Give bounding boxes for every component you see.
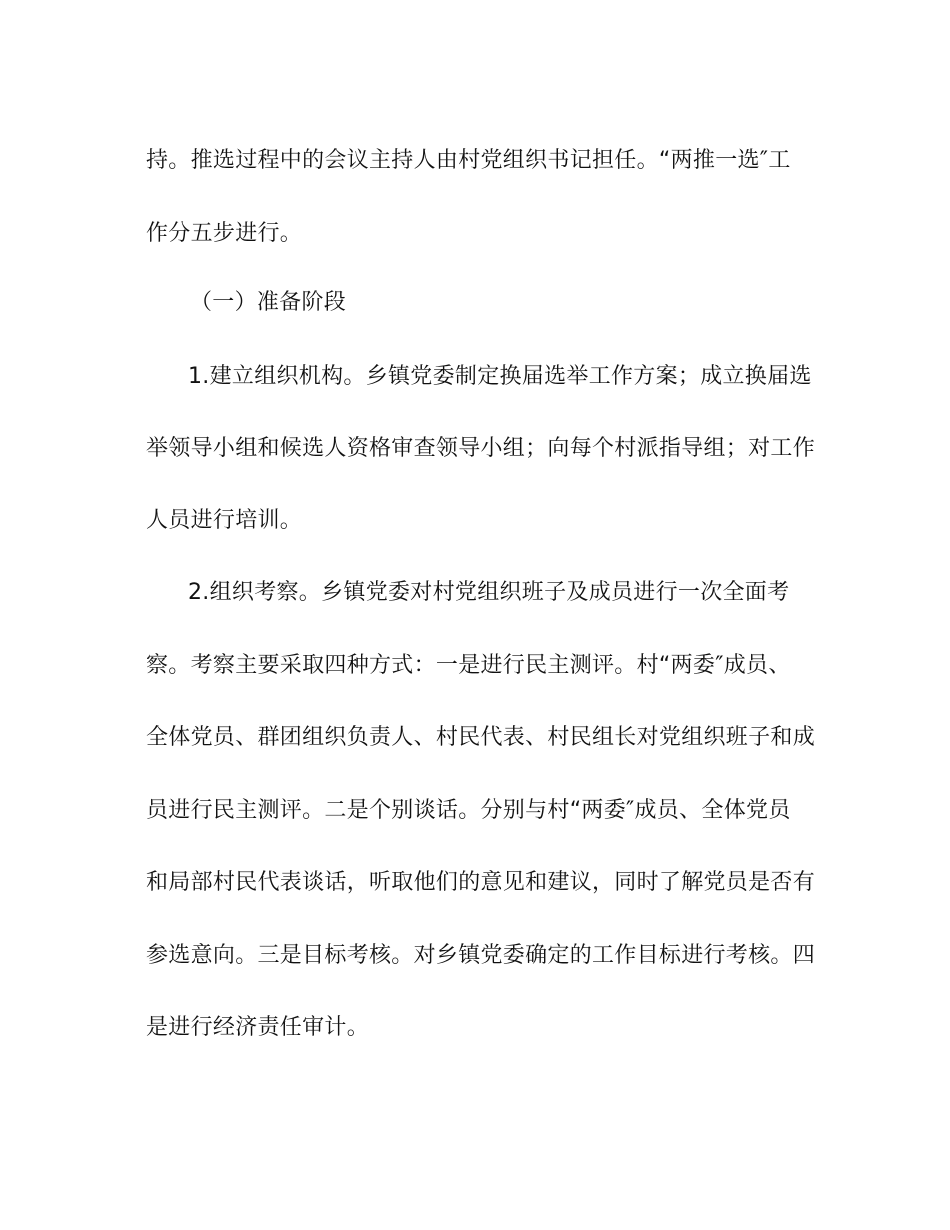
paragraph-line: 作分五步进行。 — [146, 221, 303, 246]
paragraph-line: 1.建立组织机构。乡镇党委制定换届选举工作方案；成立换届选 — [188, 364, 812, 389]
paragraph-line: 2.组织考察。乡镇党委对村党组织班子及成员进行一次全面考 — [188, 580, 790, 605]
paragraph-line: 察。考察主要采取四种方式：一是进行民主测评。村“两委″成员、 — [146, 653, 791, 678]
paragraph-line: 人员进行培训。 — [146, 508, 303, 533]
paragraph-line: 全体党员、群团组织负责人、村民代表、村民组长对党组织班子和成 — [146, 725, 816, 750]
paragraph-line: 参选意向。三是目标考核。对乡镇党委确定的工作目标进行考核。四 — [146, 943, 816, 968]
paragraph-line: 持。推选过程中的会议主持人由村党组织书记担任。“两推一选″工 — [146, 148, 791, 173]
paragraph-line: 和局部村民代表谈话，听取他们的意见和建议，同时了解党员是否有 — [146, 870, 816, 895]
paragraph-line: 员进行民主测评。二是个别谈话。分别与村“两委″成员、全体党员 — [146, 798, 791, 823]
paragraph-line: 是进行经济责任审计。 — [146, 1015, 370, 1040]
paragraph-line: 举领导小组和候选人资格审查领导小组；向每个村派指导组；对工作 — [146, 436, 816, 461]
section-heading: （一）准备阶段 — [190, 290, 347, 315]
